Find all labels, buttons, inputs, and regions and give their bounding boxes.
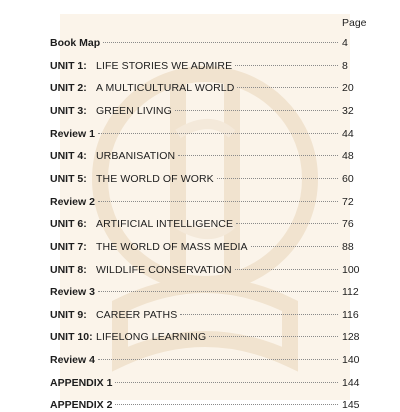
- toc-unit-number: UNIT 6:: [50, 218, 87, 231]
- toc-entry[interactable]: [50, 104, 368, 118]
- toc-entry-label: [50, 240, 248, 254]
- toc-unit-number: UNIT 10:: [50, 331, 93, 344]
- toc-unit-number: UNIT 2:: [50, 82, 87, 95]
- toc-entry-label: [50, 149, 175, 163]
- dotted-leader: [175, 110, 338, 111]
- toc-page-number: 128: [342, 331, 360, 344]
- toc-section-title: Review 3: [50, 286, 95, 299]
- toc-entry[interactable]: [50, 330, 368, 344]
- dotted-leader: [209, 336, 338, 337]
- toc-page-number: 4: [342, 37, 348, 49]
- toc-unit-number: UNIT 9:: [50, 308, 87, 321]
- toc-page-number: 60: [342, 172, 354, 185]
- toc-unit-number: UNIT 5:: [50, 172, 87, 185]
- dotted-leader: [115, 404, 338, 405]
- toc-unit-title: THE WORLD OF MASS MEDIA: [96, 240, 248, 253]
- dotted-leader: [217, 178, 338, 179]
- toc-entry-label: [50, 104, 172, 118]
- dotted-leader: [235, 269, 338, 270]
- dotted-leader: [236, 223, 338, 224]
- toc-page-number: 32: [342, 104, 354, 117]
- dotted-leader: [103, 42, 338, 43]
- dotted-leader: [98, 359, 338, 360]
- toc-entry[interactable]: [50, 217, 368, 231]
- toc-entry[interactable]: [50, 353, 368, 367]
- toc-entry[interactable]: [50, 376, 368, 390]
- dotted-leader: [251, 246, 338, 247]
- toc-unit-title: ARTIFICIAL INTELLIGENCE: [96, 218, 234, 231]
- toc-unit-title: WILDLIFE CONSERVATION: [96, 263, 232, 276]
- toc-entry-label: [50, 59, 232, 73]
- toc-page-number: 44: [342, 127, 354, 140]
- toc-page-number: 72: [342, 195, 354, 208]
- toc-entry[interactable]: [50, 149, 368, 163]
- toc-page-number: 144: [342, 376, 360, 389]
- toc-section-title: Review 1: [50, 127, 95, 140]
- dotted-leader: [98, 291, 338, 292]
- toc-entry-label: [50, 263, 232, 277]
- toc-unit-title: URBANISATION: [96, 150, 176, 163]
- dotted-leader: [180, 314, 338, 315]
- toc-entry-label: [50, 195, 95, 209]
- toc-page-number: 100: [342, 263, 360, 276]
- toc-entry-label: [50, 285, 95, 299]
- toc-page-number: 140: [342, 354, 360, 367]
- toc-entry[interactable]: [50, 308, 368, 322]
- page-column-heading: Page: [342, 17, 367, 29]
- toc-page-number: 8: [342, 59, 348, 72]
- toc-section-title: APPENDIX 2: [50, 399, 113, 412]
- toc-entry-label: [50, 330, 206, 344]
- toc-unit-title: LIFELONG LEARNING: [96, 331, 207, 344]
- toc-page-number: 20: [342, 82, 354, 95]
- toc-section-title: Review 4: [50, 354, 95, 367]
- toc-entry[interactable]: [50, 398, 368, 412]
- toc-unit-title: LIFE STORIES WE ADMIRE: [96, 59, 233, 72]
- dotted-leader: [98, 133, 338, 134]
- dotted-leader: [115, 382, 338, 383]
- toc-page-number: 145: [342, 399, 360, 412]
- toc-entry-label: [50, 353, 95, 367]
- dotted-leader: [178, 155, 338, 156]
- toc-entry-label: [50, 36, 100, 50]
- toc-entry-label: [50, 398, 112, 412]
- toc-unit-number: UNIT 7:: [50, 240, 87, 253]
- toc-entry[interactable]: [50, 127, 368, 141]
- toc-page-number: 48: [342, 150, 354, 163]
- toc-entry[interactable]: [50, 263, 368, 277]
- toc-unit-number: UNIT 4:: [50, 150, 87, 163]
- toc-page-number: 116: [342, 308, 359, 321]
- toc-entry[interactable]: [50, 36, 368, 50]
- toc-entry[interactable]: [50, 240, 368, 254]
- toc-unit-title: A MULTICULTURAL WORLD: [96, 82, 235, 95]
- toc-page-number: 88: [342, 240, 354, 253]
- toc-section-title: Book Map: [50, 37, 101, 49]
- toc-unit-number: UNIT 8:: [50, 263, 87, 276]
- toc-entry[interactable]: [50, 285, 368, 299]
- toc-page-number: 112: [342, 286, 359, 299]
- toc-entry-label: [50, 308, 177, 322]
- toc-unit-number: UNIT 1:: [50, 59, 87, 72]
- dotted-leader: [98, 201, 338, 202]
- toc-entry-label: [50, 127, 95, 141]
- toc-section-title: APPENDIX 1: [50, 376, 113, 389]
- toc-entry[interactable]: [50, 81, 368, 95]
- toc-entry-label: [50, 81, 234, 95]
- dotted-leader: [235, 65, 338, 66]
- toc-page-number: 76: [342, 218, 354, 231]
- toc-entry-label: [50, 172, 214, 186]
- toc-unit-title: THE WORLD OF WORK: [96, 172, 214, 185]
- toc-entry[interactable]: [50, 59, 368, 73]
- toc-entry-label: [50, 217, 233, 231]
- dotted-leader: [237, 87, 338, 88]
- toc-entry[interactable]: [50, 195, 368, 209]
- toc-section-title: Review 2: [50, 195, 95, 208]
- toc-entry[interactable]: [50, 172, 368, 186]
- toc-entry-label: [50, 376, 112, 390]
- toc-unit-number: UNIT 3:: [50, 104, 87, 117]
- toc-unit-title: CAREER PATHS: [96, 308, 178, 321]
- toc-unit-title: GREEN LIVING: [96, 104, 172, 117]
